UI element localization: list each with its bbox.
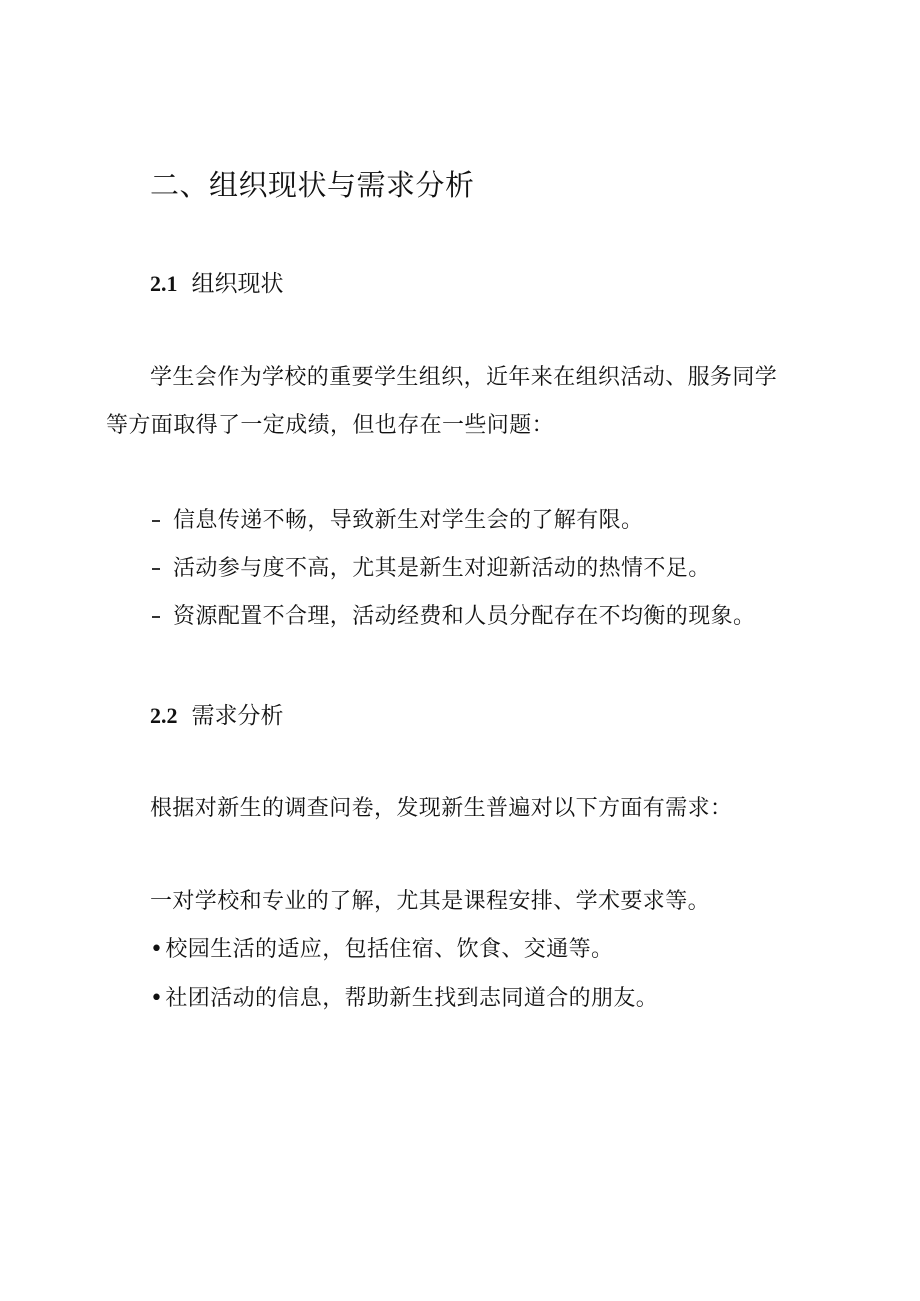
section-title: 二、组织现状与需求分析 [150, 168, 475, 202]
list-item [148, 558, 711, 580]
subsection-heading-2-2 [150, 705, 284, 728]
dash-bullet-icon [152, 520, 160, 522]
subsection-title: 组织现状 [191, 271, 284, 297]
paragraph-line: 等方面取得了一定成绩，但也存在一些问题： [106, 413, 555, 438]
list-item [148, 510, 643, 532]
list-item-text: 社团活动的信息，帮助新生找到志同道合的朋友。 [165, 986, 659, 1011]
list-item-text: 活动参与度不高，尤其是新生对迎新活动的热情不足。 [173, 556, 711, 581]
subsection-number: 2.2 [150, 703, 178, 728]
paragraph-line: 学生会作为学校的重要学生组织，近年来在组织活动、服务同学 [150, 365, 778, 390]
list-item-text: 对学校和专业的了解，尤其是课程安排、学术要求等。 [172, 889, 711, 914]
list-item-text: 校园生活的适应，包括住宿、饮食、交通等。 [165, 937, 614, 962]
list-item [150, 988, 658, 1010]
subsection-number: 2.1 [150, 271, 178, 296]
list-item-text: 信息传递不畅，导致新生对学生会的了解有限。 [173, 508, 644, 533]
list-item-text: 资源配置不合理，活动经费和人员分配存在不均衡的现象。 [173, 604, 756, 629]
list-item [150, 891, 710, 913]
dash-bullet-icon [152, 616, 160, 618]
subsection-heading-2-1 [150, 273, 284, 296]
list-item [150, 939, 613, 961]
dash-bullet-icon [152, 568, 160, 570]
bullet-marker: • [150, 937, 164, 962]
subsection-title: 需求分析 [191, 703, 284, 729]
list-marker: 一 [150, 889, 173, 914]
paragraph-line: 根据对新生的调查问卷，发现新生普遍对以下方面有需求： [150, 796, 733, 821]
bullet-marker: • [150, 986, 164, 1011]
list-item [148, 606, 755, 628]
